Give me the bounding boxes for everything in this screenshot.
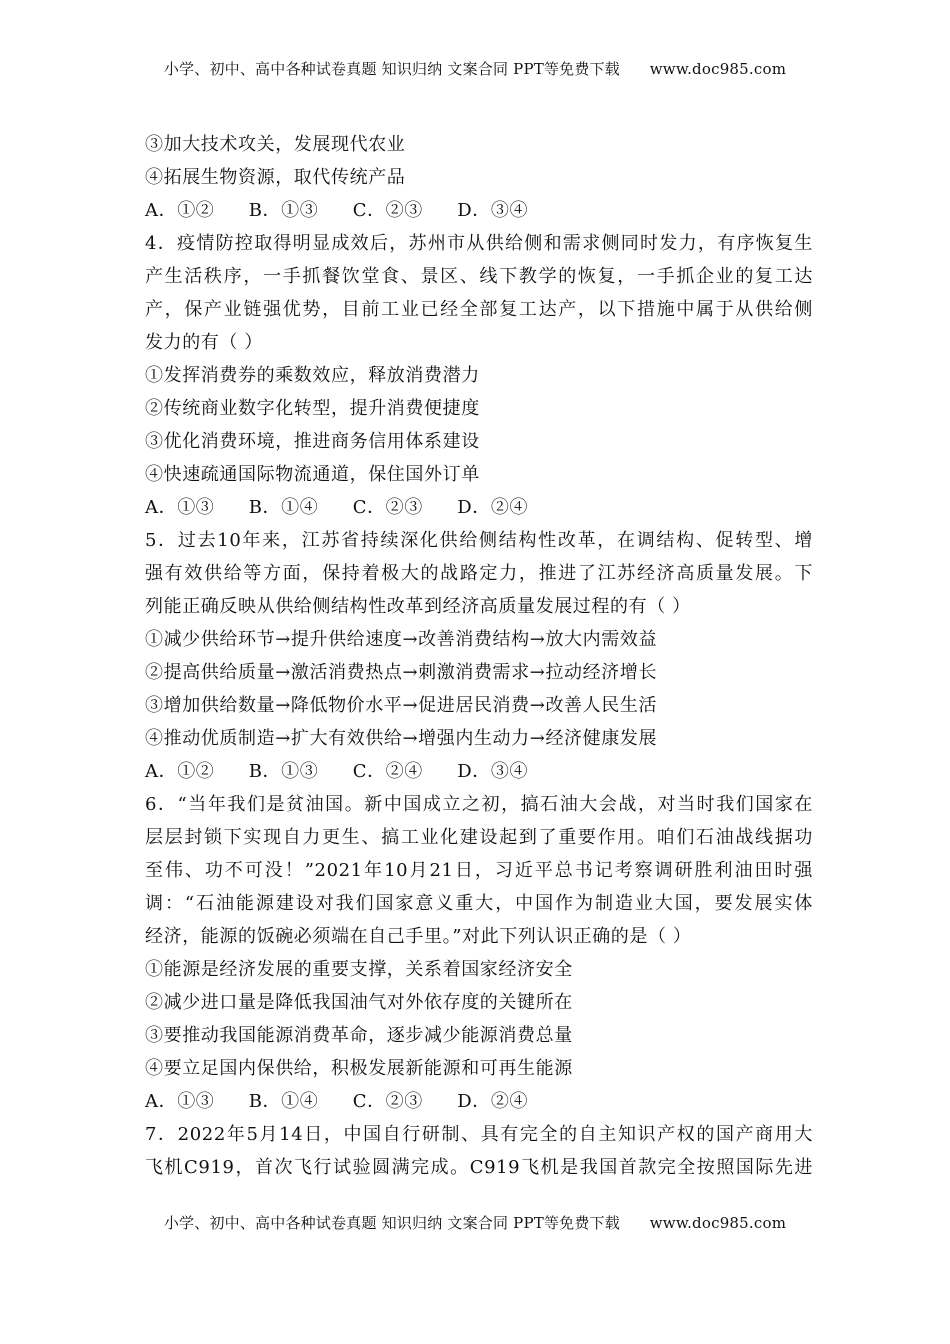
q4-choice-c: C．②③ [352, 497, 423, 518]
page-footer: 小学、初中、高中各种试卷真题 知识归纳 文案合同 PPT等免费下载 www.doc985.com [163, 1214, 787, 1232]
q4-item-3: ③优化消费环境，推进商务信用体系建设 [145, 431, 480, 452]
q5-choice-b: B．①③ [248, 761, 319, 782]
q3-choice-d: D．③④ [457, 200, 529, 221]
q3-choice-b: B．①③ [248, 200, 319, 221]
q6-choices [145, 1085, 813, 1118]
q5-choices [145, 755, 813, 788]
q3-item-4: ④拓展生物资源，取代传统产品 [145, 167, 406, 188]
q4-stem-line-4: 发力的有（ ） [145, 332, 263, 353]
q5-stem-line-3: 列能正确反映从供给侧结构性改革到经济高质量发展过程的有（ ） [145, 596, 691, 617]
q4-choice-b: B．①④ [248, 497, 319, 518]
q3-choices [145, 194, 813, 227]
q5-stem-line-1: 5．过去10年来，江苏省持续深化供给侧结构性改革，在调结构、促转型、增 [145, 530, 813, 551]
q7-stem-line-2: 飞机C919，首次飞行试验圆满完成。C919飞机是我国首款完全按照国际先进 [145, 1157, 813, 1178]
q3-choice-c: C．②③ [352, 200, 423, 221]
q4-stem-line-2: 产生活秩序，一手抓餐饮堂食、景区、线下教学的恢复，一手抓企业的复工达 [145, 266, 813, 287]
q6-item-2: ②减少进口量是降低我国油气对外依存度的关键所在 [145, 992, 573, 1013]
q5-item-4: ④推动优质制造→扩大有效供给→增强内生动力→经济健康发展 [145, 728, 658, 749]
q5-choice-c: C．②④ [352, 761, 423, 782]
q5-choice-d: D．③④ [457, 761, 529, 782]
q4-choices [145, 491, 813, 524]
q6-choice-c: C．②③ [352, 1091, 423, 1112]
q6-stem-line-3: 至伟、功不可没！”2021年10月21日，习近平总书记考察调研胜利油田时强 [145, 860, 813, 881]
document-body [145, 128, 813, 1184]
q6-choice-a: A．①③ [145, 1091, 215, 1112]
q7-stem-line-1: 7．2022年5月14日，中国自行研制、具有完全的自主知识产权的国产商用大 [145, 1124, 813, 1145]
q4-item-2: ②传统商业数字化转型，提升消费便捷度 [145, 398, 480, 419]
q4-item-4: ④快速疏通国际物流通道，保住国外订单 [145, 464, 480, 485]
q3-choice-a: A．①② [145, 200, 215, 221]
q6-item-3: ③要推动我国能源消费革命，逐步减少能源消费总量 [145, 1025, 573, 1046]
page-header: 小学、初中、高中各种试卷真题 知识归纳 文案合同 PPT等免费下载 www.doc985.com [163, 60, 787, 78]
q6-item-4: ④要立足国内保供给，积极发展新能源和可再生能源 [145, 1058, 573, 1079]
q6-item-1: ①能源是经济发展的重要支撑，关系着国家经济安全 [145, 959, 573, 980]
q5-item-3: ③增加供给数量→降低物价水平→促进居民消费→改善人民生活 [145, 695, 658, 716]
q6-stem-line-5: 经济，能源的饭碗必须端在自己手里。”对此下列认识正确的是（ ） [145, 926, 692, 947]
q5-choice-a: A．①② [145, 761, 215, 782]
q4-stem-line-3: 产，保产业链强优势，目前工业已经全部复工达产，以下措施中属于从供给侧 [145, 299, 813, 320]
q6-choice-b: B．①④ [248, 1091, 319, 1112]
q4-choice-a: A．①③ [145, 497, 215, 518]
q6-stem-line-1: 6．“当年我们是贫油国。新中国成立之初，搞石油大会战，对当时我们国家在 [145, 794, 813, 815]
q5-item-1: ①减少供给环节→提升供给速度→改善消费结构→放大内需效益 [145, 629, 658, 650]
q5-item-2: ②提高供给质量→激活消费热点→刺激消费需求→拉动经济增长 [145, 662, 658, 683]
q6-choice-d: D．②④ [457, 1091, 529, 1112]
q5-stem-line-2: 强有效供给等方面，保持着极大的战路定力，推进了江苏经济高质量发展。下 [145, 563, 813, 584]
q4-item-1: ①发挥消费券的乘数效应，释放消费潜力 [145, 365, 480, 386]
q4-stem-line-1: 4．疫情防控取得明显成效后，苏州市从供给侧和需求侧同时发力，有序恢复生 [145, 233, 813, 254]
q6-stem-line-2: 层层封锁下实现自力更生、搞工业化建设起到了重要作用。咱们石油战线据功 [145, 827, 813, 848]
q3-item-3: ③加大技术攻关，发展现代农业 [145, 134, 406, 155]
q6-stem-line-4: 调：“石油能源建设对我们国家意义重大，中国作为制造业大国，要发展实体 [145, 893, 813, 914]
q4-choice-d: D．②④ [457, 497, 529, 518]
